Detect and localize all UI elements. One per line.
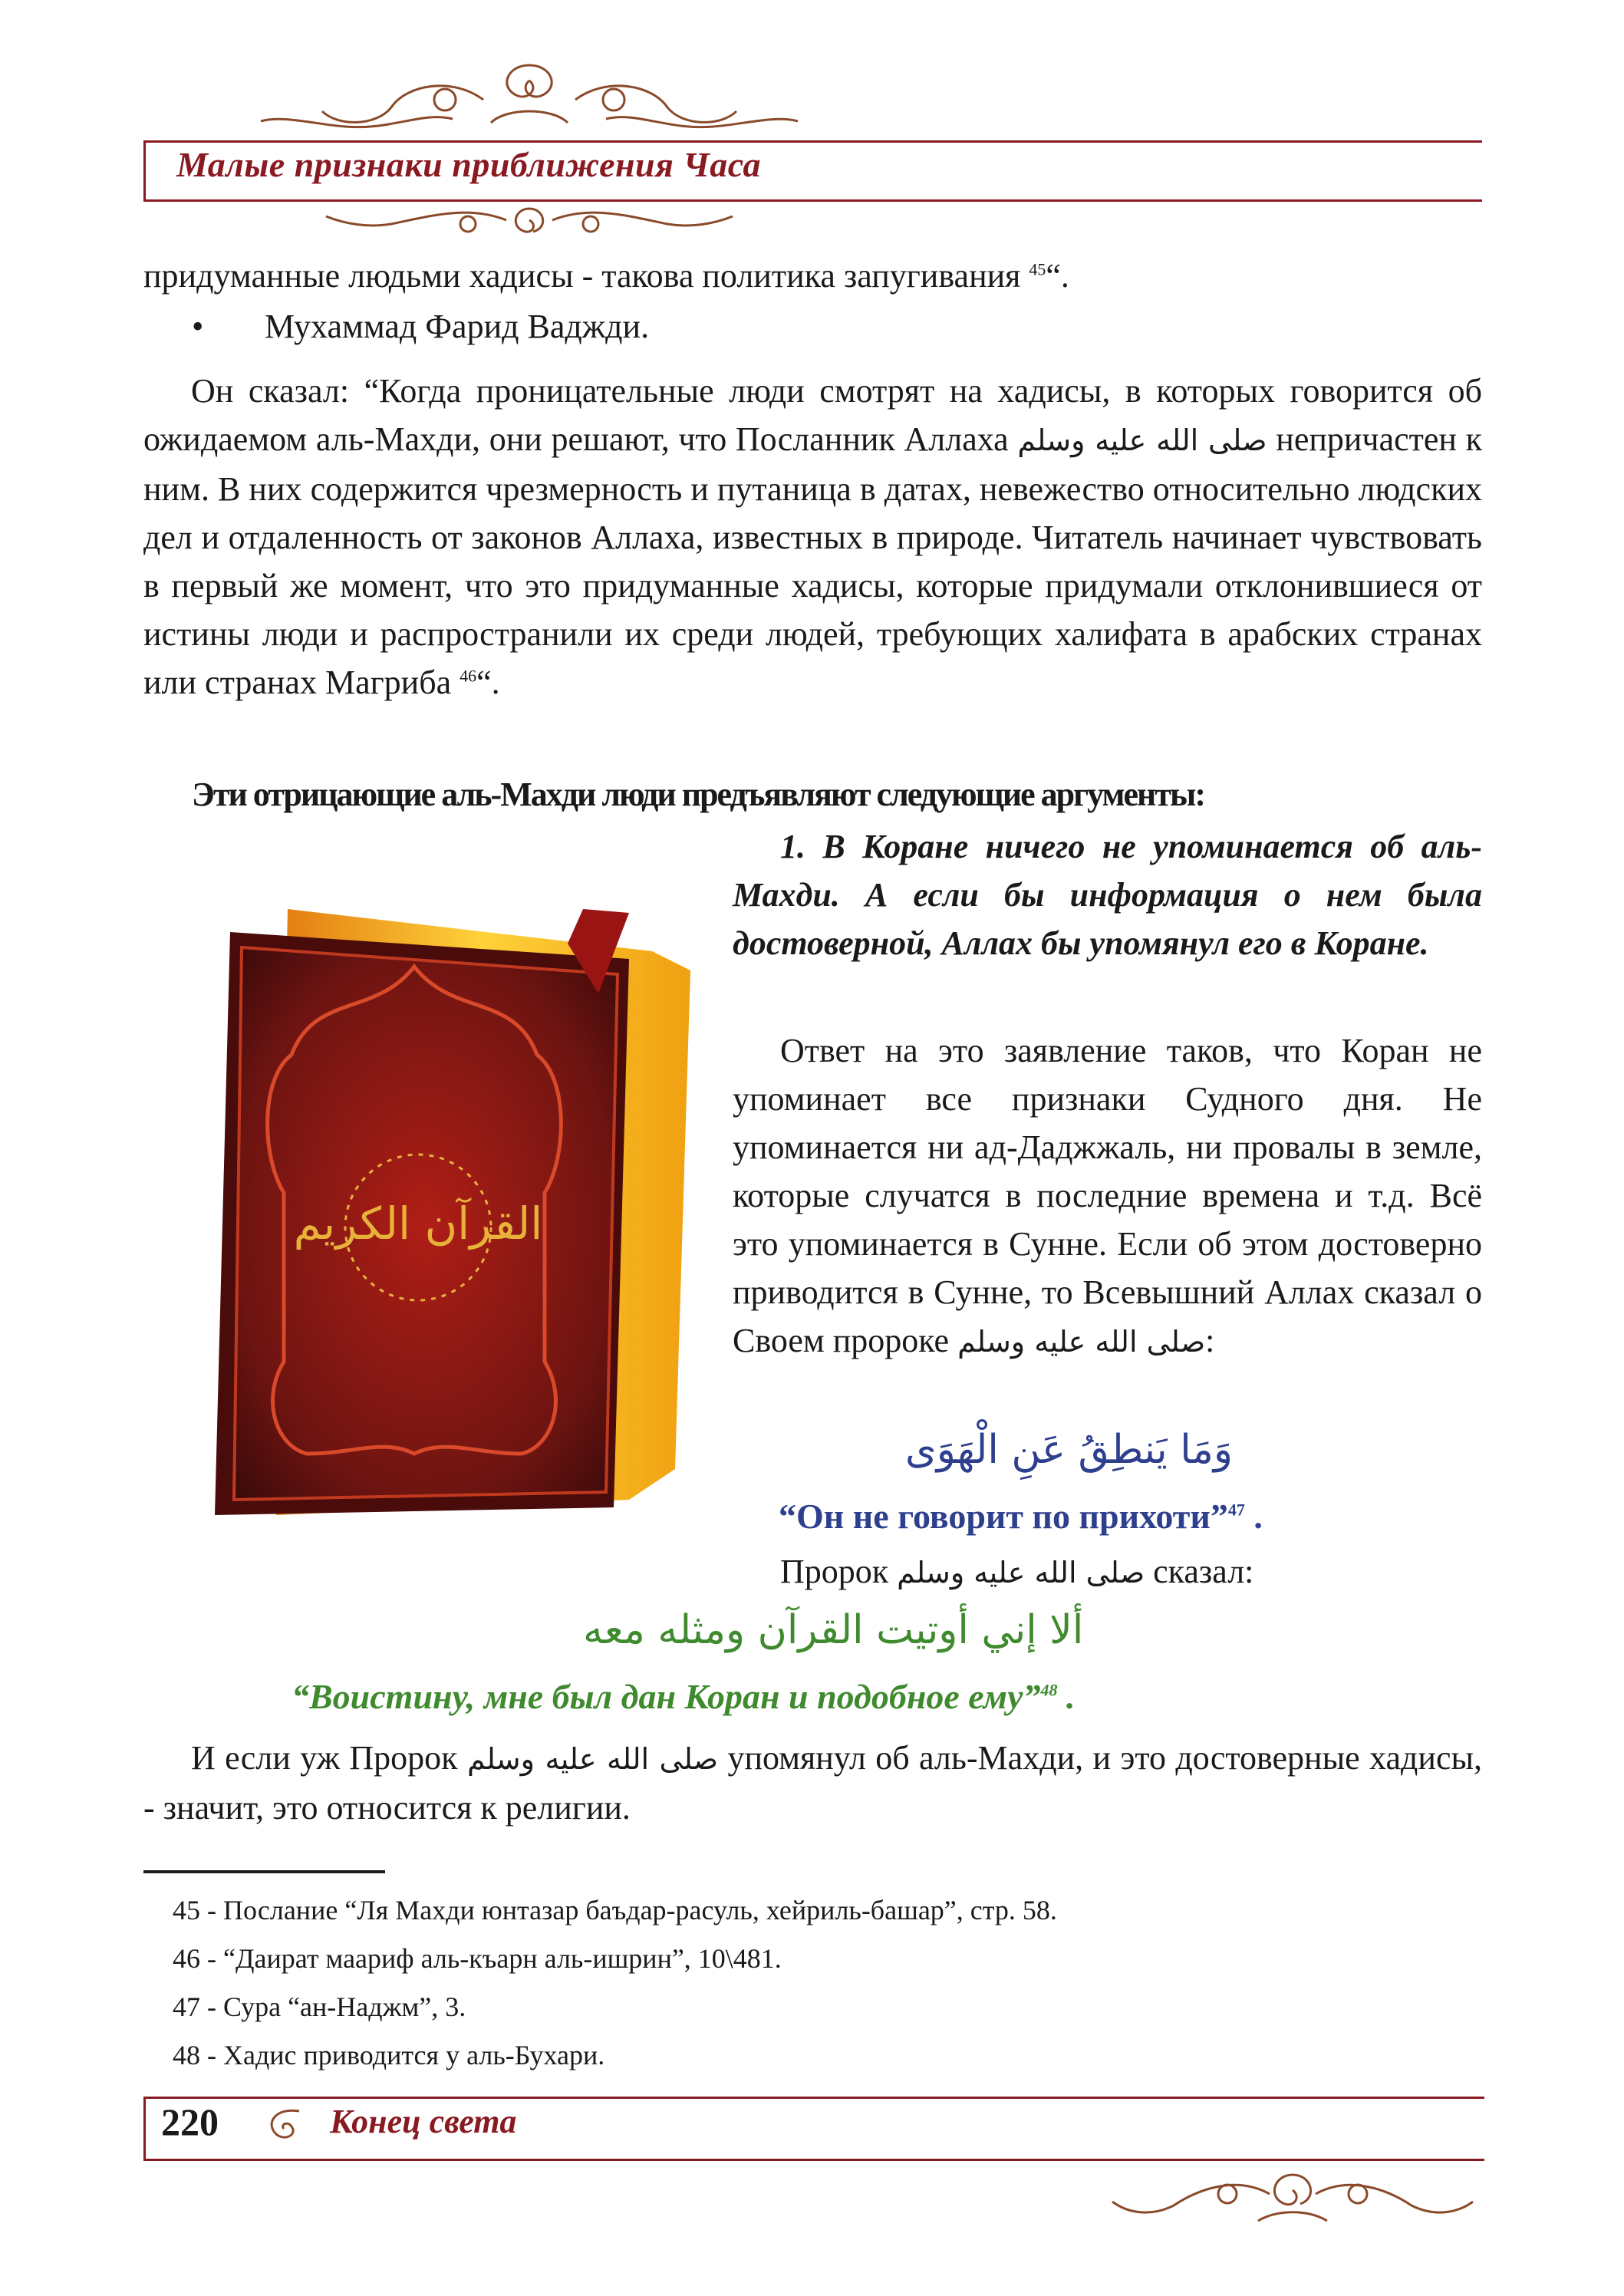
footer-scroll-ornament xyxy=(253,2103,315,2149)
header-rule-left xyxy=(143,140,146,202)
footnote-ref-46[interactable]: 46 xyxy=(460,666,477,686)
header-sub-ornament xyxy=(315,201,744,243)
hadith-translation: “Воистину, мне был дан Коран и подобное ему”$^{48}$ . xyxy=(292,1677,1076,1716)
salawat-arabic: صلى الله عليه وسلم xyxy=(957,1325,1206,1359)
paragraph-quote-wajdi: Он сказал: “Когда проницательные люди смотрят на хадисы, в которых говорится об ожидаемом аль-Махди, они решают, что Посланник Аллаха صلى الله عليه وسلم непричастен к ним. В них содержится чрезмерность и путаница в датах, невежество относительно людских дел и отдаленность от законов Аллаха, известных в природе. Читатель начинает чувствовать в первый же момент, что это придуманные хадисы, которые придумали отклонившиеся от истины люди и распространили их среди людей, требующих халифата в арабских странах или странах Магриба $^{46}$“. xyxy=(143,372,1483,701)
footer-book-title: Конец света xyxy=(330,2103,517,2140)
quran-verse-translation: “Он не говорит по прихоти”$^{47}$ . xyxy=(779,1497,1263,1536)
footnote-46: 46 - “Даират маариф аль-къарн аль-ишрин”, 10\481. xyxy=(173,1943,782,1974)
argument-1: 1. В Коране ничего не упоминается об аль-Махди. А если бы информация о нем была достоверной, Аллах бы упомянул его в Коране. xyxy=(733,828,1482,962)
footnote-48: 48 - Хадис приводится у аль-Бухари. xyxy=(173,2040,605,2070)
quran-book-image xyxy=(199,901,690,1527)
top-ornament xyxy=(253,54,805,142)
book-calligraphy: القرآن الكريم xyxy=(293,1197,543,1250)
bullet-item-author: Мухаммад Фарид Ваджди. xyxy=(265,308,650,345)
running-header-title: Малые признаки приближения Часа xyxy=(176,145,761,184)
paragraph-continuation: придуманные людьми хадисы - такова политика запугивания $^{45}$“. xyxy=(143,257,1069,295)
salawat-arabic: صلى الله عليه وسلم xyxy=(1017,423,1267,457)
prophet-said-line: Пророк صلى الله عليه وسلم сказал: xyxy=(780,1553,1254,1590)
hadith-arabic: ألا إني أوتيت القرآن ومثله معه xyxy=(583,1607,1084,1653)
header-rule-top xyxy=(143,140,1482,143)
footnote-ref-47[interactable]: 47 xyxy=(1227,1500,1245,1520)
page-number: 220 xyxy=(161,2100,219,2143)
footnote-ref-45[interactable]: 45 xyxy=(1029,259,1046,279)
answer-paragraph: Ответ на это заявление таков, что Коран не упоминает все признаки Судного дня. Не упоминается ни ад-Даджжаль, ни провалы в земле, которые случатся в последние времена и т.д. Всё это упоминается в Сунне. Если об этом достоверно приводится в Сунне, то Всевышний Аллах сказал о Своем пророке صلى الله عليه وسلم: xyxy=(733,1032,1482,1359)
footnote-45: 45 - Послание “Ля Махди юнтазар баъдар-расуль, хейриль-башар”, стр. 58. xyxy=(173,1895,1057,1925)
concluding-paragraph: И если уж Пророк صلى الله عليه وسلم упомянул об аль-Махди, и это достоверные хадисы, - значит, это относится к религии. xyxy=(143,1739,1483,1827)
salawat-arabic: صلى الله عليه وسلم xyxy=(897,1556,1145,1589)
footnote-ref-48[interactable]: 48 xyxy=(1040,1680,1058,1700)
bullet-marker: • xyxy=(192,308,204,345)
bottom-ornament xyxy=(1105,2159,1481,2232)
quran-verse-arabic: وَمَا يَنطِقُ عَنِ الْهَوَى xyxy=(905,1427,1234,1473)
footnote-separator xyxy=(143,1870,385,1873)
salawat-arabic: صلى الله عليه وسلم xyxy=(466,1742,719,1776)
section-heading: Эти отрицающие аль-Махди люди предъявляют следующие аргументы: xyxy=(192,776,1204,813)
footnote-47: 47 - Сура “ан-Наджм”, 3. xyxy=(173,1991,466,2022)
